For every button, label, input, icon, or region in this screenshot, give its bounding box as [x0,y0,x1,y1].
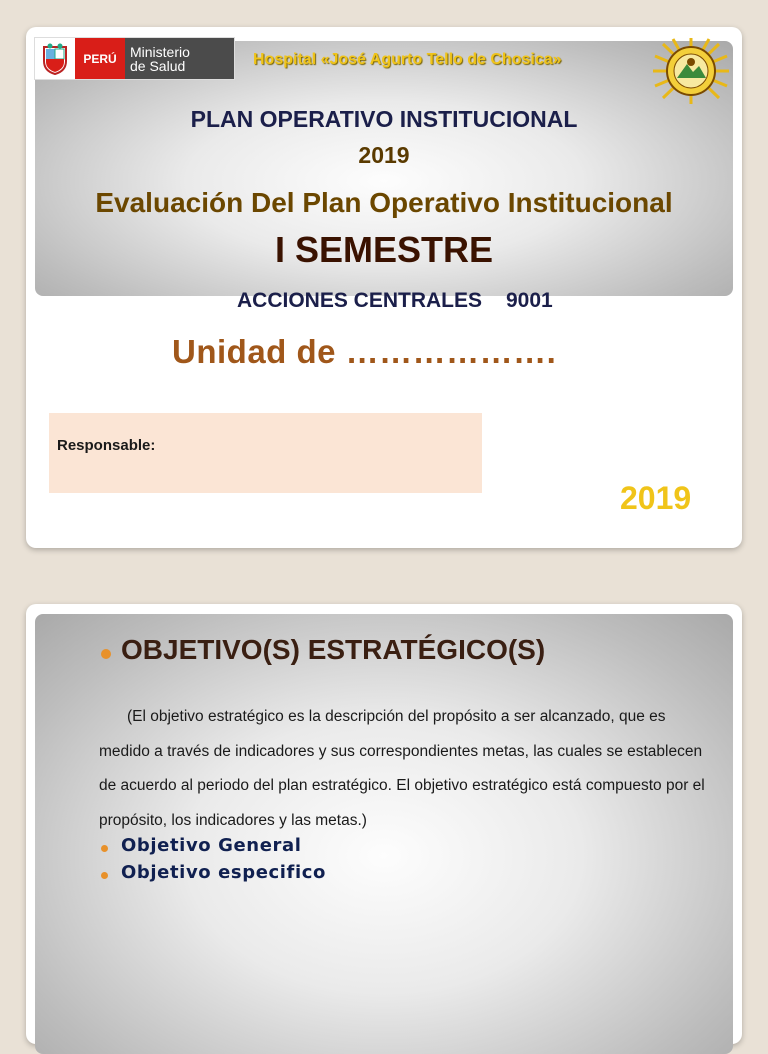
plan-year: 2019 [358,142,410,168]
peru-coat-of-arms-icon [35,38,75,79]
peru-label: PERÚ [75,38,125,79]
footer-year: 2019 [620,480,692,516]
bullet-icon [101,649,111,659]
bullet-icon [101,872,108,879]
actions-code: 9001 [506,289,553,312]
ministry-logo [35,38,234,79]
actions-label: ACCIONES CENTRALES [237,289,483,312]
responsible-label: Responsable: [57,437,156,454]
hospital-name: Hospital «José Agurto Tello de Chosica» [253,51,562,68]
ministry-line-2: de Salud [130,57,186,74]
title-panel [35,41,733,312]
evaluation-title: Evaluación Del Plan Operativo Institucional [95,187,673,218]
objective-item: Objetivo General [121,835,302,856]
unit-heading: Unidad de ………………. [172,333,557,370]
hospital-seal-logo [649,36,733,106]
objective-item: Objetivo especifico [121,862,326,883]
bullet-icon [101,845,108,852]
ministry-name [125,38,234,79]
plan-title: PLAN OPERATIVO INSTITUCIONAL [190,106,578,132]
objectives-description: (El objetivo estratégico es la descripción del propósito a ser alcanzado, que es medido a través de indicadores y sus correspondientes metas, las cuales se establecen de acuerdo al periodo del plan estratégico. El objetivo estratégico está compuesto por el propósito, los indicadores y las metas.) [99,708,705,829]
semester-title: I SEMESTRE [274,229,494,270]
objectives-slide [26,604,742,1044]
responsible-box [49,413,482,493]
title-slide [26,27,742,548]
objectives-heading: OBJETIVO(S) ESTRATÉGICO(S) [121,634,546,665]
objectives-panel [35,614,733,1054]
ministry-line-1: Ministerio [130,43,190,60]
